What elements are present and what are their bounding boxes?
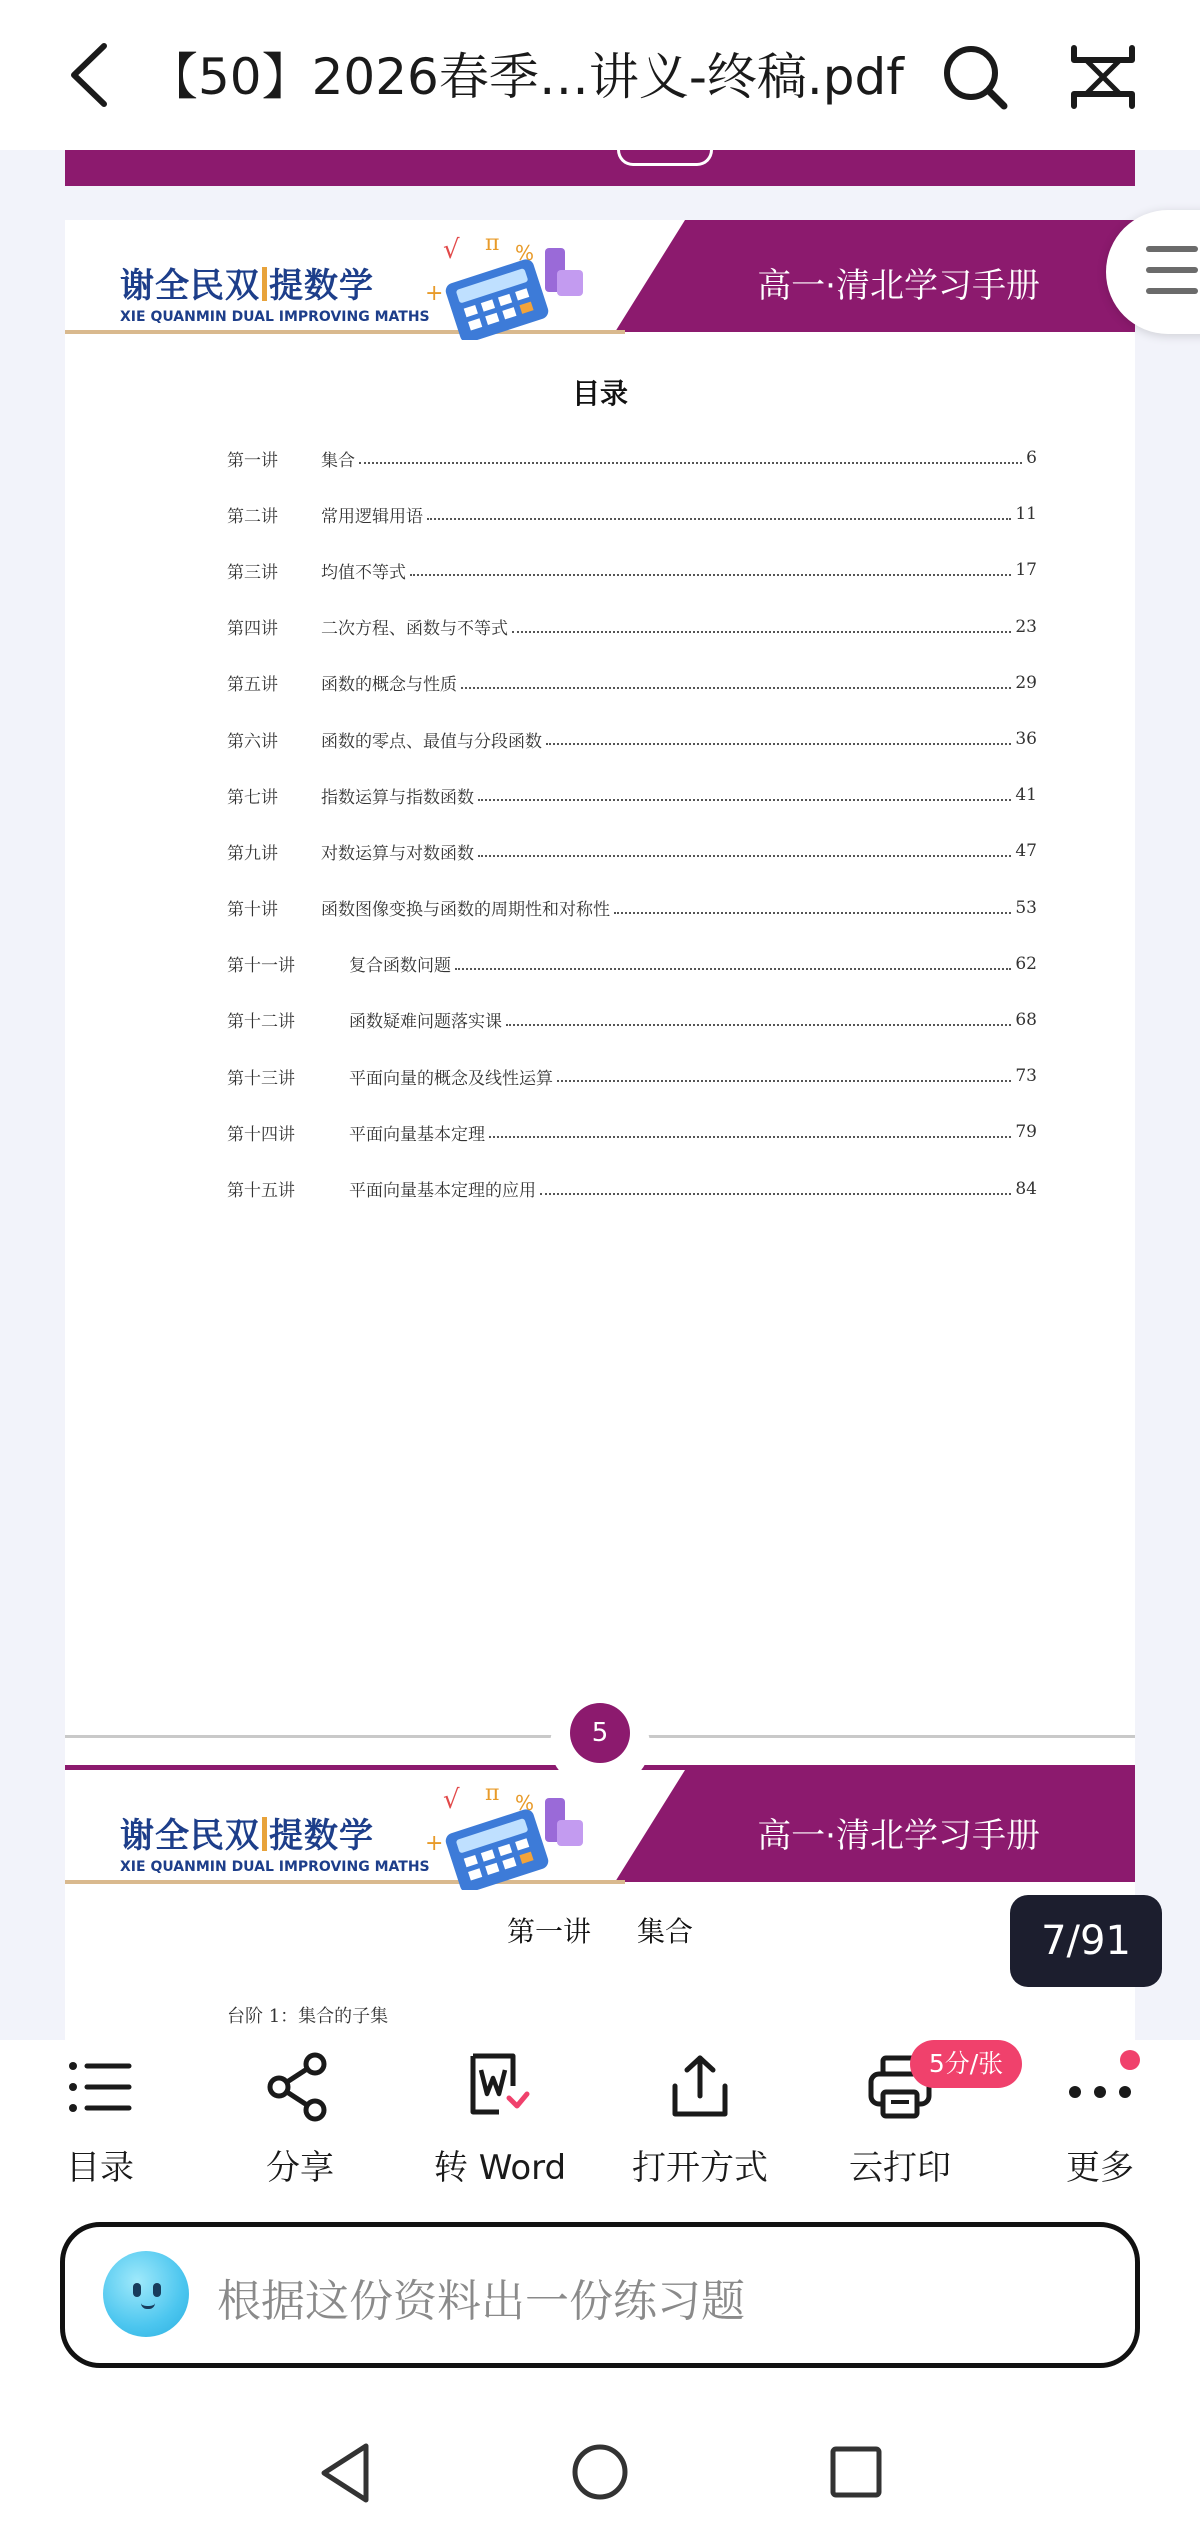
chapter-number: 第一讲 [506,1915,591,1948]
ai-prompt-input[interactable] [60,2222,1140,2368]
chapter-name: 集合 [637,1915,694,1948]
toolbar-label: 目录 [66,2148,134,2188]
toc-item-title: 平面向量的概念及线性运算 [349,1068,553,1089]
toc-item-title: 指数运算与指数函数 [321,787,474,808]
list-icon [65,2052,135,2122]
toc-list [227,430,1037,1217]
toc-item[interactable] [227,542,1037,598]
toc-item-number: 第十二讲 [227,1012,295,1033]
brand-name-right: 提数学 [269,266,374,306]
toc-item[interactable] [227,936,1037,992]
page-counter: 7/91 [1010,1895,1162,1987]
svg-text:+: + [425,281,444,306]
toc-item-title: 复合函数问题 [349,956,451,977]
bottom-toolbar [0,2040,1200,2210]
system-navigation-bar [0,2400,1200,2546]
toc-item-number: 第十三讲 [227,1068,295,1089]
search-icon[interactable] [940,42,1010,112]
toolbar-share-button[interactable] [210,2040,390,2210]
svg-text:π: π [485,231,500,256]
toc-item-title: 函数的零点、最值与分段函数 [321,731,542,752]
toc-item-number: 第一讲 [227,450,278,471]
toc-item-number: 第六讲 [227,731,278,752]
toc-item-title: 集合 [321,450,355,471]
top-bar [0,0,1200,150]
toc-item-title: 常用逻辑用语 [321,506,423,527]
notification-dot [1120,2050,1140,2070]
pdf-page-chapter [65,1770,1135,2040]
document-title: 【50】2026春季…讲义-终稿.pdf [148,48,904,106]
toc-item[interactable] [227,823,1037,879]
toc-item[interactable] [227,880,1037,936]
toolbar-label: 打开方式 [632,2148,768,2188]
toc-item-number: 第四讲 [227,619,278,640]
svg-text:%: % [515,1791,535,1815]
toc-item[interactable] [227,486,1037,542]
toolbar-label: 分享 [266,2148,334,2188]
toc-item-page: 36 [1015,729,1037,750]
toc-item-page: 62 [1015,953,1037,974]
toolbar-toc-button[interactable] [10,2040,190,2210]
brand-name-right: 提数学 [269,1816,374,1856]
nav-recents-icon[interactable] [828,2444,884,2500]
brand-name-left: 谢全民双 [120,1816,260,1856]
toc-item-number: 第十讲 [227,900,278,921]
toc-item-number: 第十一讲 [227,956,295,977]
toc-item-title: 平面向量基本定理的应用 [349,1181,536,1202]
toc-item-page: 41 [1015,785,1037,806]
toc-item-number: 第二讲 [227,506,278,527]
toc-item[interactable] [227,599,1037,655]
page-number: 5 [570,1703,630,1763]
toc-item[interactable] [227,1104,1037,1160]
brand-logo [120,1808,430,1875]
pdf-viewer[interactable] [0,150,1200,2040]
nav-back-icon[interactable] [318,2442,374,2504]
page-header [65,1770,1135,1900]
toc-item-title: 对数运算与对数函数 [321,843,474,864]
calculator-illustration [425,1780,595,1890]
share-icon [265,2052,335,2122]
toc-item[interactable] [227,430,1037,486]
brand-logo [120,258,430,325]
toolbar-label: 更多 [1066,2148,1134,2188]
toc-item[interactable] [227,1048,1037,1104]
toolbar-open-with-button[interactable] [610,2040,790,2210]
toc-item-title: 函数图像变换与函数的周期性和对称性 [321,900,610,921]
toc-item-page: 6 [1026,448,1037,469]
word-convert-icon [465,2052,535,2122]
ai-assistant-avatar-icon [103,2251,189,2337]
handbook-title: 高一·清北学习手册 [757,1816,1040,1856]
toc-item-page: 73 [1015,1066,1037,1087]
expand-icon[interactable] [1068,44,1138,110]
calculator-illustration [425,230,595,340]
toc-item-number: 第七讲 [227,787,278,808]
toc-heading: 目录 [571,377,628,410]
chapter-title [65,1910,1135,1950]
toc-item-title: 平面向量基本定理 [349,1124,485,1145]
toolbar-cloud-print-button[interactable] [810,2040,1004,2210]
previous-page-footer [65,150,1135,186]
toc-item-number: 第十四讲 [227,1124,295,1145]
brand-name-left: 谢全民双 [120,266,260,306]
toc-item-number: 第九讲 [227,843,278,864]
toc-item-number: 第五讲 [227,675,278,696]
toc-item-title: 二次方程、函数与不等式 [321,619,508,640]
svg-text:+: + [425,1831,444,1856]
brand-english: XIE QUANMIN DUAL IMPROVING MATHS [120,309,430,325]
nav-home-icon[interactable] [570,2442,630,2502]
toc-item[interactable] [227,711,1037,767]
toc-item-title: 均值不等式 [321,562,406,583]
handbook-title: 高一·清北学习手册 [757,266,1040,306]
toc-item[interactable] [227,992,1037,1048]
toolbar-label: 云打印 [849,2148,951,2188]
toc-item-page: 53 [1015,897,1037,918]
toc-item-title: 函数疑难问题落实课 [349,1012,502,1033]
toc-item-number: 第三讲 [227,562,278,583]
back-arrow-icon[interactable] [62,40,122,110]
page-header [65,220,1135,350]
toc-item-page: 17 [1015,560,1037,581]
toc-item-page: 84 [1015,1178,1037,1199]
toc-item[interactable] [227,655,1037,711]
toc-item[interactable] [227,767,1037,823]
toc-item-page: 47 [1015,841,1037,862]
section-step: 台阶 1：集合的子集 [227,2006,389,2027]
brand-english: XIE QUANMIN DUAL IMPROVING MATHS [120,1859,430,1875]
open-with-icon [665,2052,735,2122]
toc-item-page: 11 [1015,504,1037,525]
toc-item-page: 79 [1015,1122,1037,1143]
svg-text:√: √ [443,1785,460,1815]
toc-item-number: 第十五讲 [227,1181,295,1202]
ai-prompt-placeholder: 根据这份资料出一份练习题 [217,2276,745,2327]
toc-item[interactable] [227,1160,1037,1216]
toolbar-more-button[interactable] [1010,2040,1190,2210]
toolbar-label: 转 Word [433,2148,567,2188]
toc-item-page: 29 [1015,672,1037,693]
svg-text:%: % [515,241,535,265]
svg-text:√: √ [443,235,460,265]
toc-item-page: 68 [1015,1009,1037,1030]
print-price-badge: 5分/张 [910,2040,1022,2088]
pdf-page-toc [65,220,1135,1805]
toc-item-title: 函数的概念与性质 [321,675,457,696]
toolbar-word-button[interactable] [410,2040,590,2210]
toc-item-page: 23 [1015,616,1037,637]
svg-text:π: π [485,1781,500,1806]
